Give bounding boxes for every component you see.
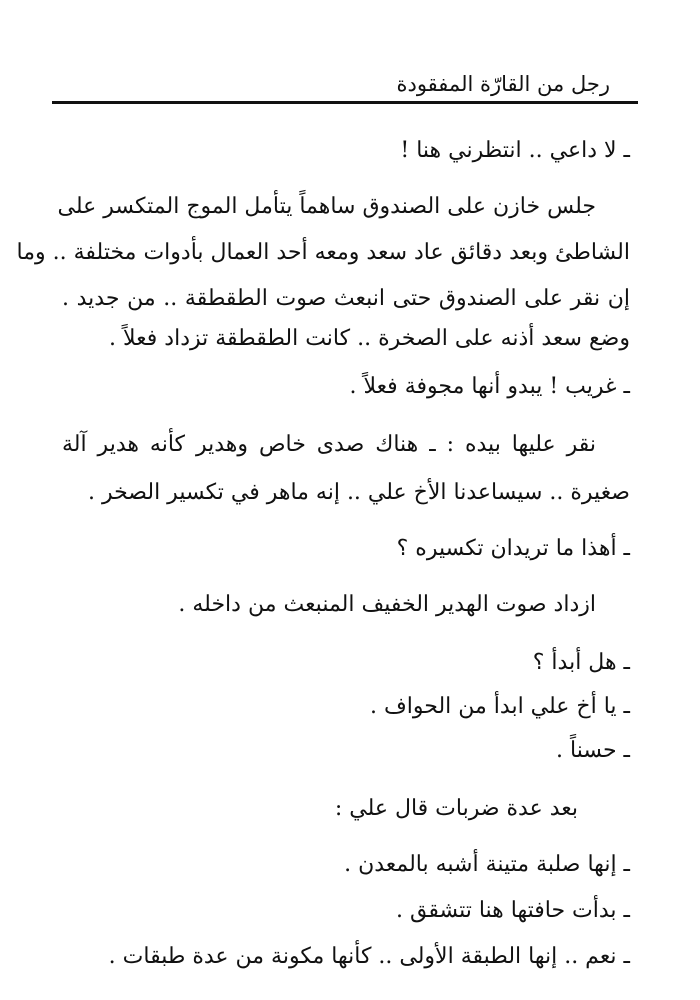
text-line: جلس خازن على الصندوق ساهماً يتأمل الموج المتكسر على: [57, 194, 596, 219]
text-line: ازداد صوت الهدير الخفيف المنبعث من داخله .: [178, 592, 596, 617]
text-line: ـ إنها صلبة متينة أشبه بالمعدن .: [344, 852, 630, 877]
text-line: إن نقر على الصندوق حتى انبعث صوت الطقطقة .. من جديد .: [62, 286, 630, 311]
text-line: بعد عدة ضربات قال علي :: [334, 796, 578, 821]
text-line: ـ هل أبدأ ؟: [532, 650, 630, 675]
text-line: ـ غريب ! يبدو أنها مجوفة فعلاً .: [349, 374, 630, 399]
text-line: ـ حسناً .: [556, 738, 630, 763]
text-line: وضع سعد أذنه على الصخرة .. كانت الطقطقة تزداد فعلاً .: [109, 326, 630, 351]
text-line: ـ يا أخ علي ابدأ من الحواف .: [369, 694, 630, 719]
text-line: ـ لا داعي .. انتظرني هنا !: [400, 138, 630, 163]
text-line: الشاطئ وبعد دقائق عاد سعد ومعه أحد العمال بأدوات مختلفة .. وما: [16, 240, 630, 265]
text-line: نقر عليها بيده : ـ هناك صدى خاص وهدير كأنه هدير آلة: [62, 432, 596, 457]
text-line: ـ نعم .. إنها الطبقة الأولى .. كأنها مكونة من عدة طبقات .: [108, 944, 630, 969]
text-line: ـ بدأت حافتها هنا تتشقق .: [395, 898, 630, 923]
header-rule: [52, 101, 638, 104]
text-line: ـ أهذا ما تريدان تكسيره ؟: [396, 536, 630, 561]
running-header: رجل من القارّة المفقودة: [396, 72, 610, 96]
text-line: صغيرة .. سيساعدنا الأخ علي .. إنه ماهر في تكسير الصخر .: [87, 480, 630, 505]
